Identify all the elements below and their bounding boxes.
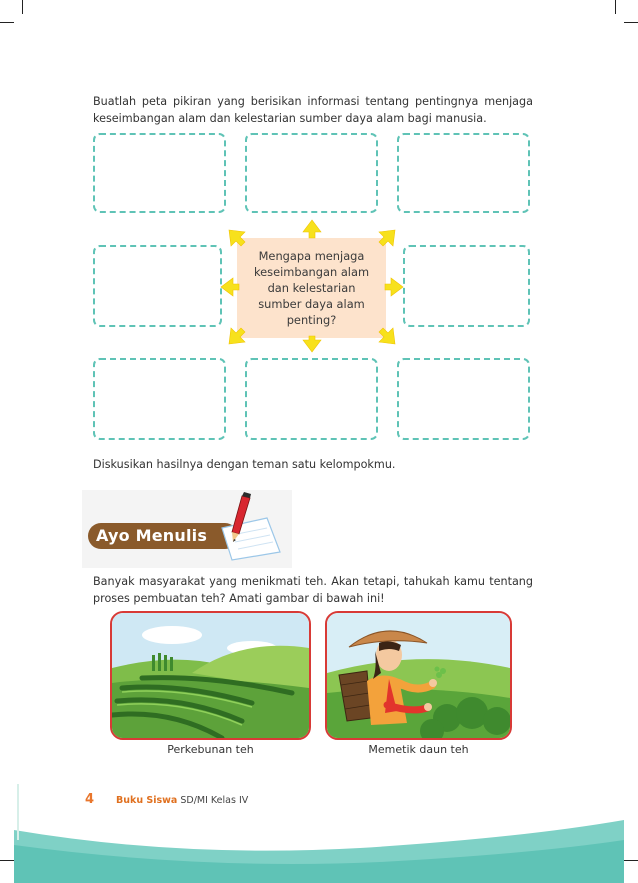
arrow-left-icon	[221, 278, 239, 296]
discussion-text: Diskusikan hasilnya dengan teman satu kelompokmu.	[93, 458, 396, 471]
book-title-rest: SD/MI Kelas IV	[177, 795, 249, 806]
arrow-down-icon	[303, 336, 321, 352]
mindmap-box[interactable]	[397, 358, 530, 440]
image-caption: Perkebunan teh	[167, 743, 254, 756]
mindmap-arrows	[215, 218, 410, 358]
arrow-right-icon	[385, 278, 403, 296]
book-title-bold: Buku Siswa	[116, 795, 178, 806]
mindmap-box[interactable]	[245, 133, 378, 213]
arrow-down-right-icon	[379, 328, 395, 344]
book-title	[116, 795, 248, 806]
crop-mark	[22, 0, 23, 14]
mindmap-box[interactable]	[93, 358, 226, 440]
center-question: Mengapa menjaga keseimbangan alam dan kelestarian sumber daya alam penting?	[253, 249, 370, 327]
tea-picking-image	[325, 611, 512, 740]
mindmap-box[interactable]	[93, 133, 226, 213]
crop-mark	[0, 22, 14, 23]
section-title: Ayo Menulis	[96, 526, 208, 545]
image-caption: Memetik daun teh	[368, 743, 469, 756]
mindmap-box[interactable]	[397, 133, 530, 213]
page-number: 4	[85, 792, 95, 807]
footer-wave	[0, 770, 638, 883]
mindmap-box[interactable]	[403, 245, 530, 327]
arrow-up-left-icon	[229, 230, 245, 246]
tea-plantation-image	[110, 611, 311, 740]
crop-mark	[624, 22, 638, 23]
body-paragraph: Banyak masyarakat yang menikmati teh. Akan tetapi, tahukah kamu tentang proses pembuatan teh? Amati gambar di bawah ini!	[93, 575, 533, 605]
mindmap-box[interactable]	[93, 245, 222, 327]
intro-paragraph: Buatlah peta pikiran yang berisikan informasi tentang pentingnya menjaga keseimbangan alam dan kelestarian sumber daya alam bagi manusia.	[93, 95, 533, 125]
arrow-up-icon	[303, 220, 321, 238]
arrow-down-left-icon	[229, 328, 245, 344]
section-banner	[82, 490, 292, 568]
crop-mark	[615, 0, 616, 14]
mindmap-box[interactable]	[245, 358, 378, 440]
arrow-up-right-icon	[379, 230, 395, 246]
